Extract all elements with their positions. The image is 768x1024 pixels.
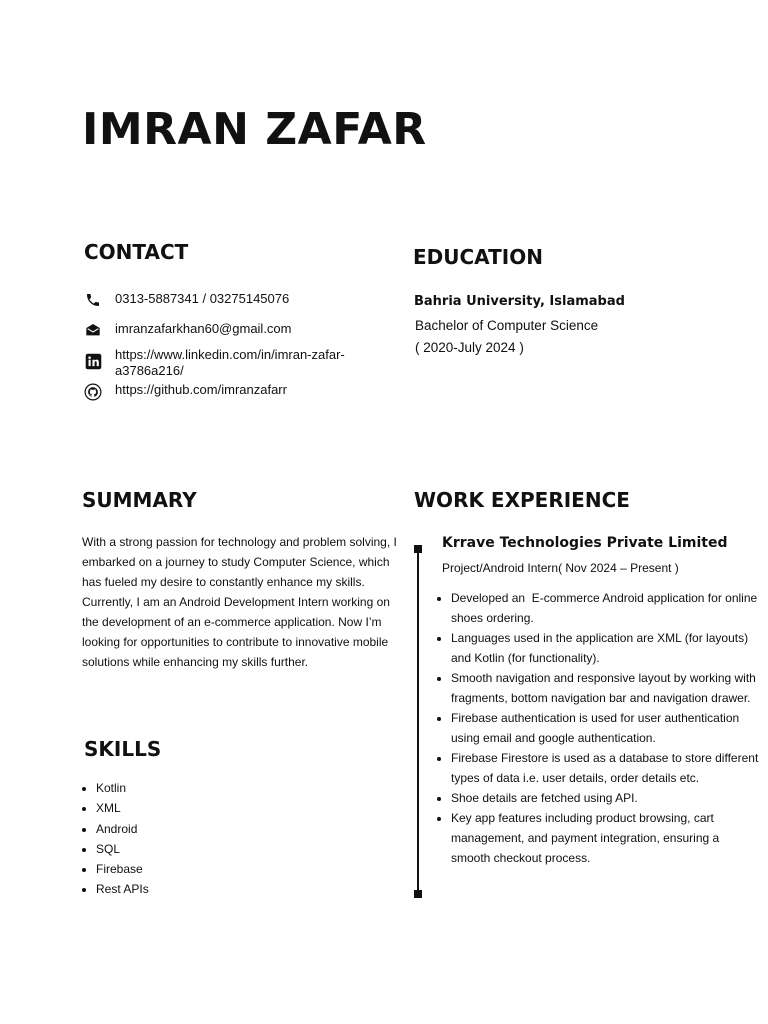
linkedin-link[interactable]: https://www.linkedin.com/in/imran-zafar-a3786a216/: [115, 347, 345, 378]
timeline-start-marker: [414, 545, 422, 553]
skills-heading: SKILLS: [84, 737, 162, 761]
timeline-line: [417, 549, 419, 894]
contact-email-row: [84, 321, 365, 339]
contact-heading: CONTACT: [84, 240, 189, 264]
github-icon: [84, 383, 102, 401]
education-heading: EDUCATION: [413, 245, 543, 269]
duty-item: • Key app features including product browsing, cart management, and payment integration, ensuring a smooth checkout process.: [451, 808, 761, 868]
skill-item: • SQL: [96, 839, 149, 859]
education-institution: Bahria University, Islamabad: [414, 294, 625, 309]
skill-item: • Kotlin: [96, 778, 149, 798]
skill-item: • Firebase: [96, 859, 149, 879]
email-link[interactable]: imranzafarkhan60@gmail.com: [115, 321, 292, 336]
skill-item: • XML: [96, 798, 149, 818]
candidate-name: IMRAN ZAFAR: [82, 104, 427, 155]
work-duties-list: [433, 588, 761, 868]
email-icon: [84, 321, 102, 339]
summary-heading: SUMMARY: [82, 488, 197, 512]
duty-item: • Smooth navigation and responsive layout by working with fragments, bottom navigation bar and navigation drawer.: [451, 668, 761, 708]
phone-icon: [84, 291, 102, 309]
contact-phone-row: [84, 291, 365, 309]
linkedin-icon: [84, 352, 102, 370]
skill-item: • Rest APIs: [96, 879, 149, 899]
phone-number: 0313-5887341 / 03275145076: [115, 291, 290, 306]
github-link[interactable]: https://github.com/imranzafarr: [115, 382, 287, 397]
education-degree: Bachelor of Computer Science: [415, 318, 599, 333]
duty-item: • Developed an E-commerce Android application for online shoes ordering.: [451, 588, 761, 628]
duty-item: • Languages used in the application are XML (for layouts) and Kotlin (for functionality).: [451, 628, 761, 668]
duty-item: • Shoe details are fetched using API.: [451, 788, 761, 808]
summary-text: With a strong passion for technology and problem solving, I embarked on a journey to study Computer Science, which has fueled my desire to constantly enhance my skills. Currently, I am an Android Development Intern working on the development of an e-commerce application. Now I’m looking for opportunities to contribute to innovative mobile solutions while enhancing my skills further.: [82, 535, 397, 669]
duty-item: • Firebase Firestore is used as a database to store different types of data i.e. user details, order details etc.: [451, 748, 761, 788]
work-role: Project/Android Intern( Nov 2024 – Present ): [442, 561, 679, 575]
contact-github-row: [84, 382, 365, 401]
skill-item: • Android: [96, 819, 149, 839]
timeline-end-marker: [414, 890, 422, 898]
skills-list: [82, 778, 149, 900]
work-company: Krrave Technologies Private Limited: [442, 535, 728, 551]
duty-item: • Firebase authentication is used for user authentication using email and google authentication.: [451, 708, 761, 748]
education-period: ( 2020-July 2024 ): [415, 340, 524, 355]
contact-linkedin-row: [84, 347, 365, 379]
work-experience-heading: WORK EXPERIENCE: [414, 488, 630, 512]
